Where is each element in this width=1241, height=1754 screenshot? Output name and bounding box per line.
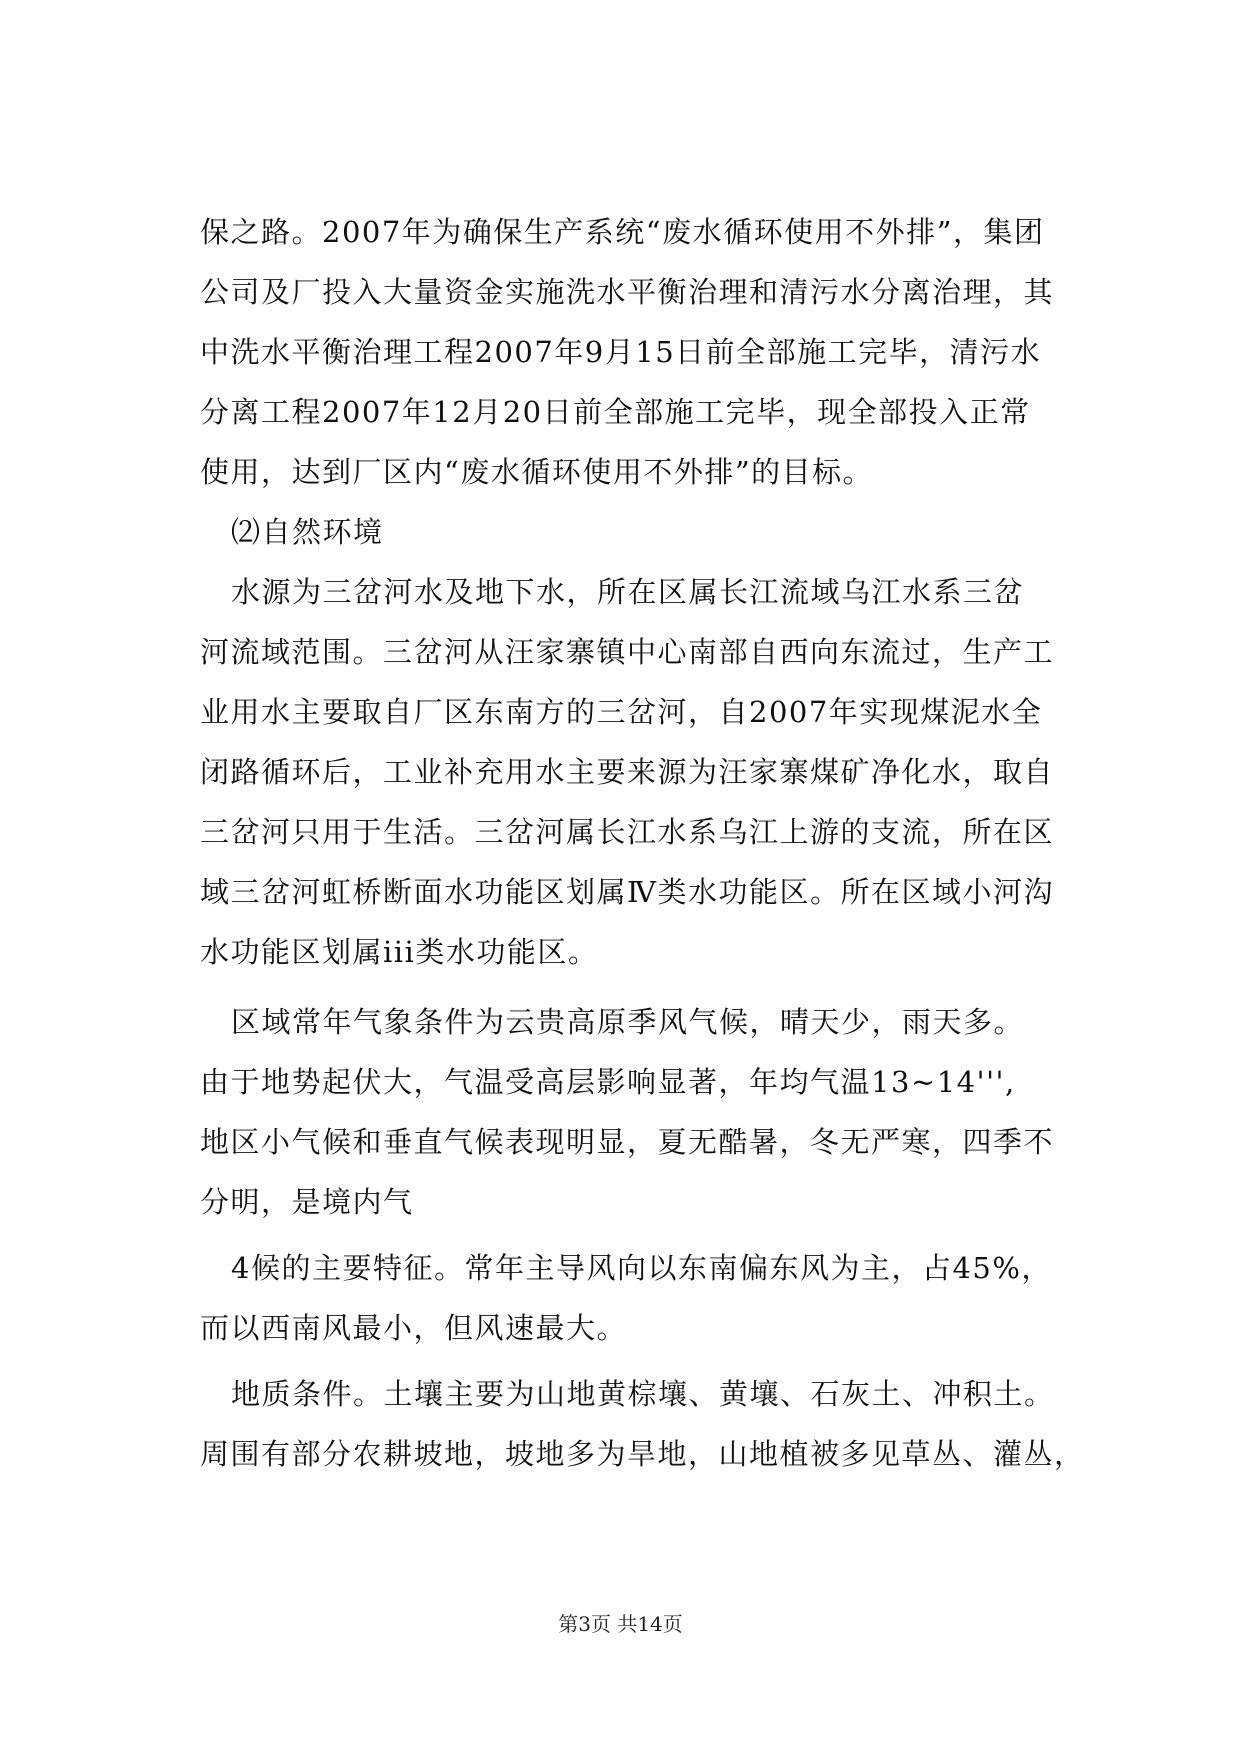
text-line: 闭路循环后，工业补充用水主要来源为汪家寨煤矿净化水，取自 xyxy=(200,755,1055,789)
text-line: 公司及厂投入大量资金实施洗水平衡治理和清污水分离治理，其 xyxy=(200,275,1055,309)
text-line: 保之路。2007年为确保生产系统“废水循环使用不外排”，集团 xyxy=(200,215,1045,249)
text-line: 水源为三岔河水及地下水，所在区属长江流域乌江水系三岔 xyxy=(231,575,1025,609)
text-line: 水功能区划属iii类水功能区。 xyxy=(200,935,599,969)
text-line: 周围有部分农耕坡地，坡地多为旱地，山地植被多见草丛、灌丛， xyxy=(200,1437,1085,1471)
page-number: 第3页 共14页 xyxy=(558,1612,683,1636)
text-line: 业用水主要取自厂区东南方的三岔河，自2007年实现煤泥水全 xyxy=(200,695,1043,729)
text-line: 域三岔河虹桥断面水功能区划属Ⅳ类水功能区。所在区域小河沟 xyxy=(200,875,1054,909)
text-line: 而以西南风最小，但风速最大。 xyxy=(200,1311,628,1345)
text-line: 4候的主要特征。常年主导风向以东南偏东风为主，占45%， xyxy=(231,1251,1052,1285)
text-line: 使用，达到厂区内“废水循环使用不外排”的目标。 xyxy=(200,455,874,489)
text-line: 地质条件。土壤主要为山地黄棕壤、黄壤、石灰土、冲积土。 xyxy=(231,1377,1055,1411)
text-line: 地区小气候和垂直气候表现明显，夏无酷暑，冬无严寒，四季不 xyxy=(200,1125,1055,1159)
section-heading: ⑵自然环境 xyxy=(231,515,384,549)
text-line: 河流域范围。三岔河从汪家寨镇中心南部自西向东流过，生产工 xyxy=(200,635,1055,669)
text-line: 三岔河只用于生活。三岔河属长江水系乌江上游的支流，所在区 xyxy=(200,815,1055,849)
text-line: 分明，是境内气 xyxy=(200,1185,414,1219)
text-line: 中洗水平衡治理工程2007年9月15日前全部施工完毕，清污水 xyxy=(200,335,1042,369)
text-line: 由于地势起伏大，气温受高层影响显著，年均气温13~14''', xyxy=(200,1065,1016,1099)
text-line: 分离工程2007年12月20日前全部施工完毕，现全部投入正常 xyxy=(200,395,1031,429)
text-line: 区域常年气象条件为云贵高原季风气候，晴天少，雨天多。 xyxy=(231,1005,1025,1039)
